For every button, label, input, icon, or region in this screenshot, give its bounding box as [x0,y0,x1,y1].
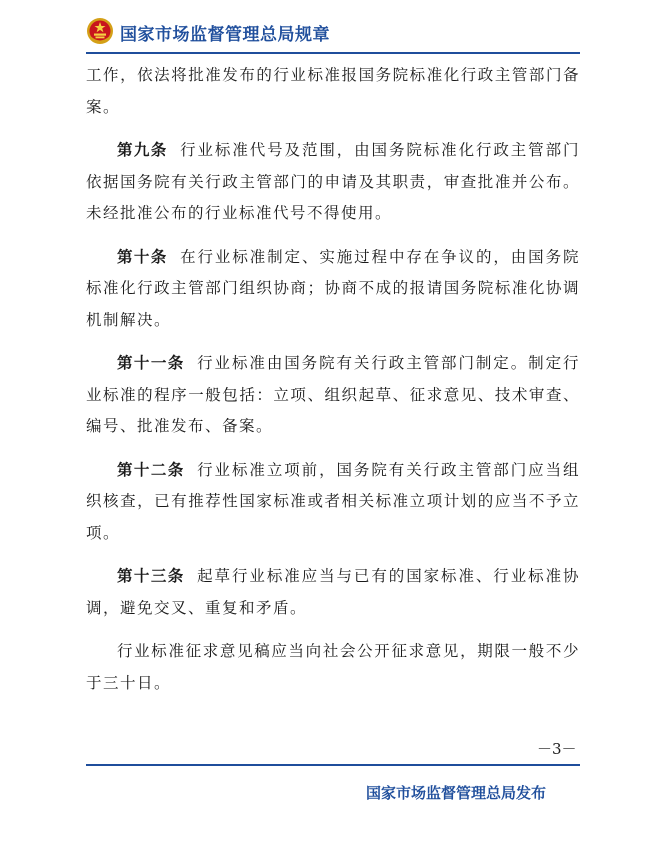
footer-publisher: 国家市场监督管理总局发布 [366,784,547,802]
document-body [86,60,580,711]
paragraph-text: 行业标准征求意见稿应当向社会公开征求意见，期限一般不少于三十日。 [86,642,580,692]
article-10 [86,242,580,337]
article-11 [86,348,580,443]
article-9 [86,135,580,230]
page-number: －3－ [537,740,577,758]
article-12 [86,455,580,550]
header-divider [86,52,580,54]
article-number: 第十三条 [117,567,185,585]
page-header [86,14,580,54]
paragraph-text: 工作，依法将批准发布的行业标准报国务院标准化行政主管部门备案。 [86,66,580,116]
article-number: 第十二条 [117,460,185,479]
article-number: 第十条 [117,247,168,266]
article-text: 起草行业标准应当与已有的国家标准、行业标准协调，避免交叉、重复和矛盾。 [86,567,580,617]
article-number: 第九条 [117,141,168,159]
header-title: 国家市场监督管理总局规章 [120,25,330,45]
national-emblem-icon [86,17,114,45]
article-text: 行业标准立项前，国务院有关行政主管部门应当组织核查，已有推荐性国家标准或者相关标准立项计划的应当不予立项。 [86,460,580,542]
footer-divider [86,764,580,766]
paragraph-continuation [86,60,580,123]
article-text: 行业标准由国务院有关行政主管部门制定。制定行业标准的程序一般包括：立项、组织起草、征求意见、技术审查、编号、批准发布、备案。 [86,354,580,435]
article-13 [86,561,580,624]
paragraph-comment-period [86,636,580,699]
article-text: 行业标准代号及范围，由国务院标准化行政主管部门依据国务院有关行政主管部门的申请及其职责，审查批准并公布。未经批准公布的行业标准代号不得使用。 [86,141,580,222]
article-text: 在行业标准制定、实施过程中存在争议的，由国务院标准化行政主管部门组织协商；协商不成的报请国务院标准化协调机制解决。 [86,247,580,329]
article-number: 第十一条 [117,354,185,372]
